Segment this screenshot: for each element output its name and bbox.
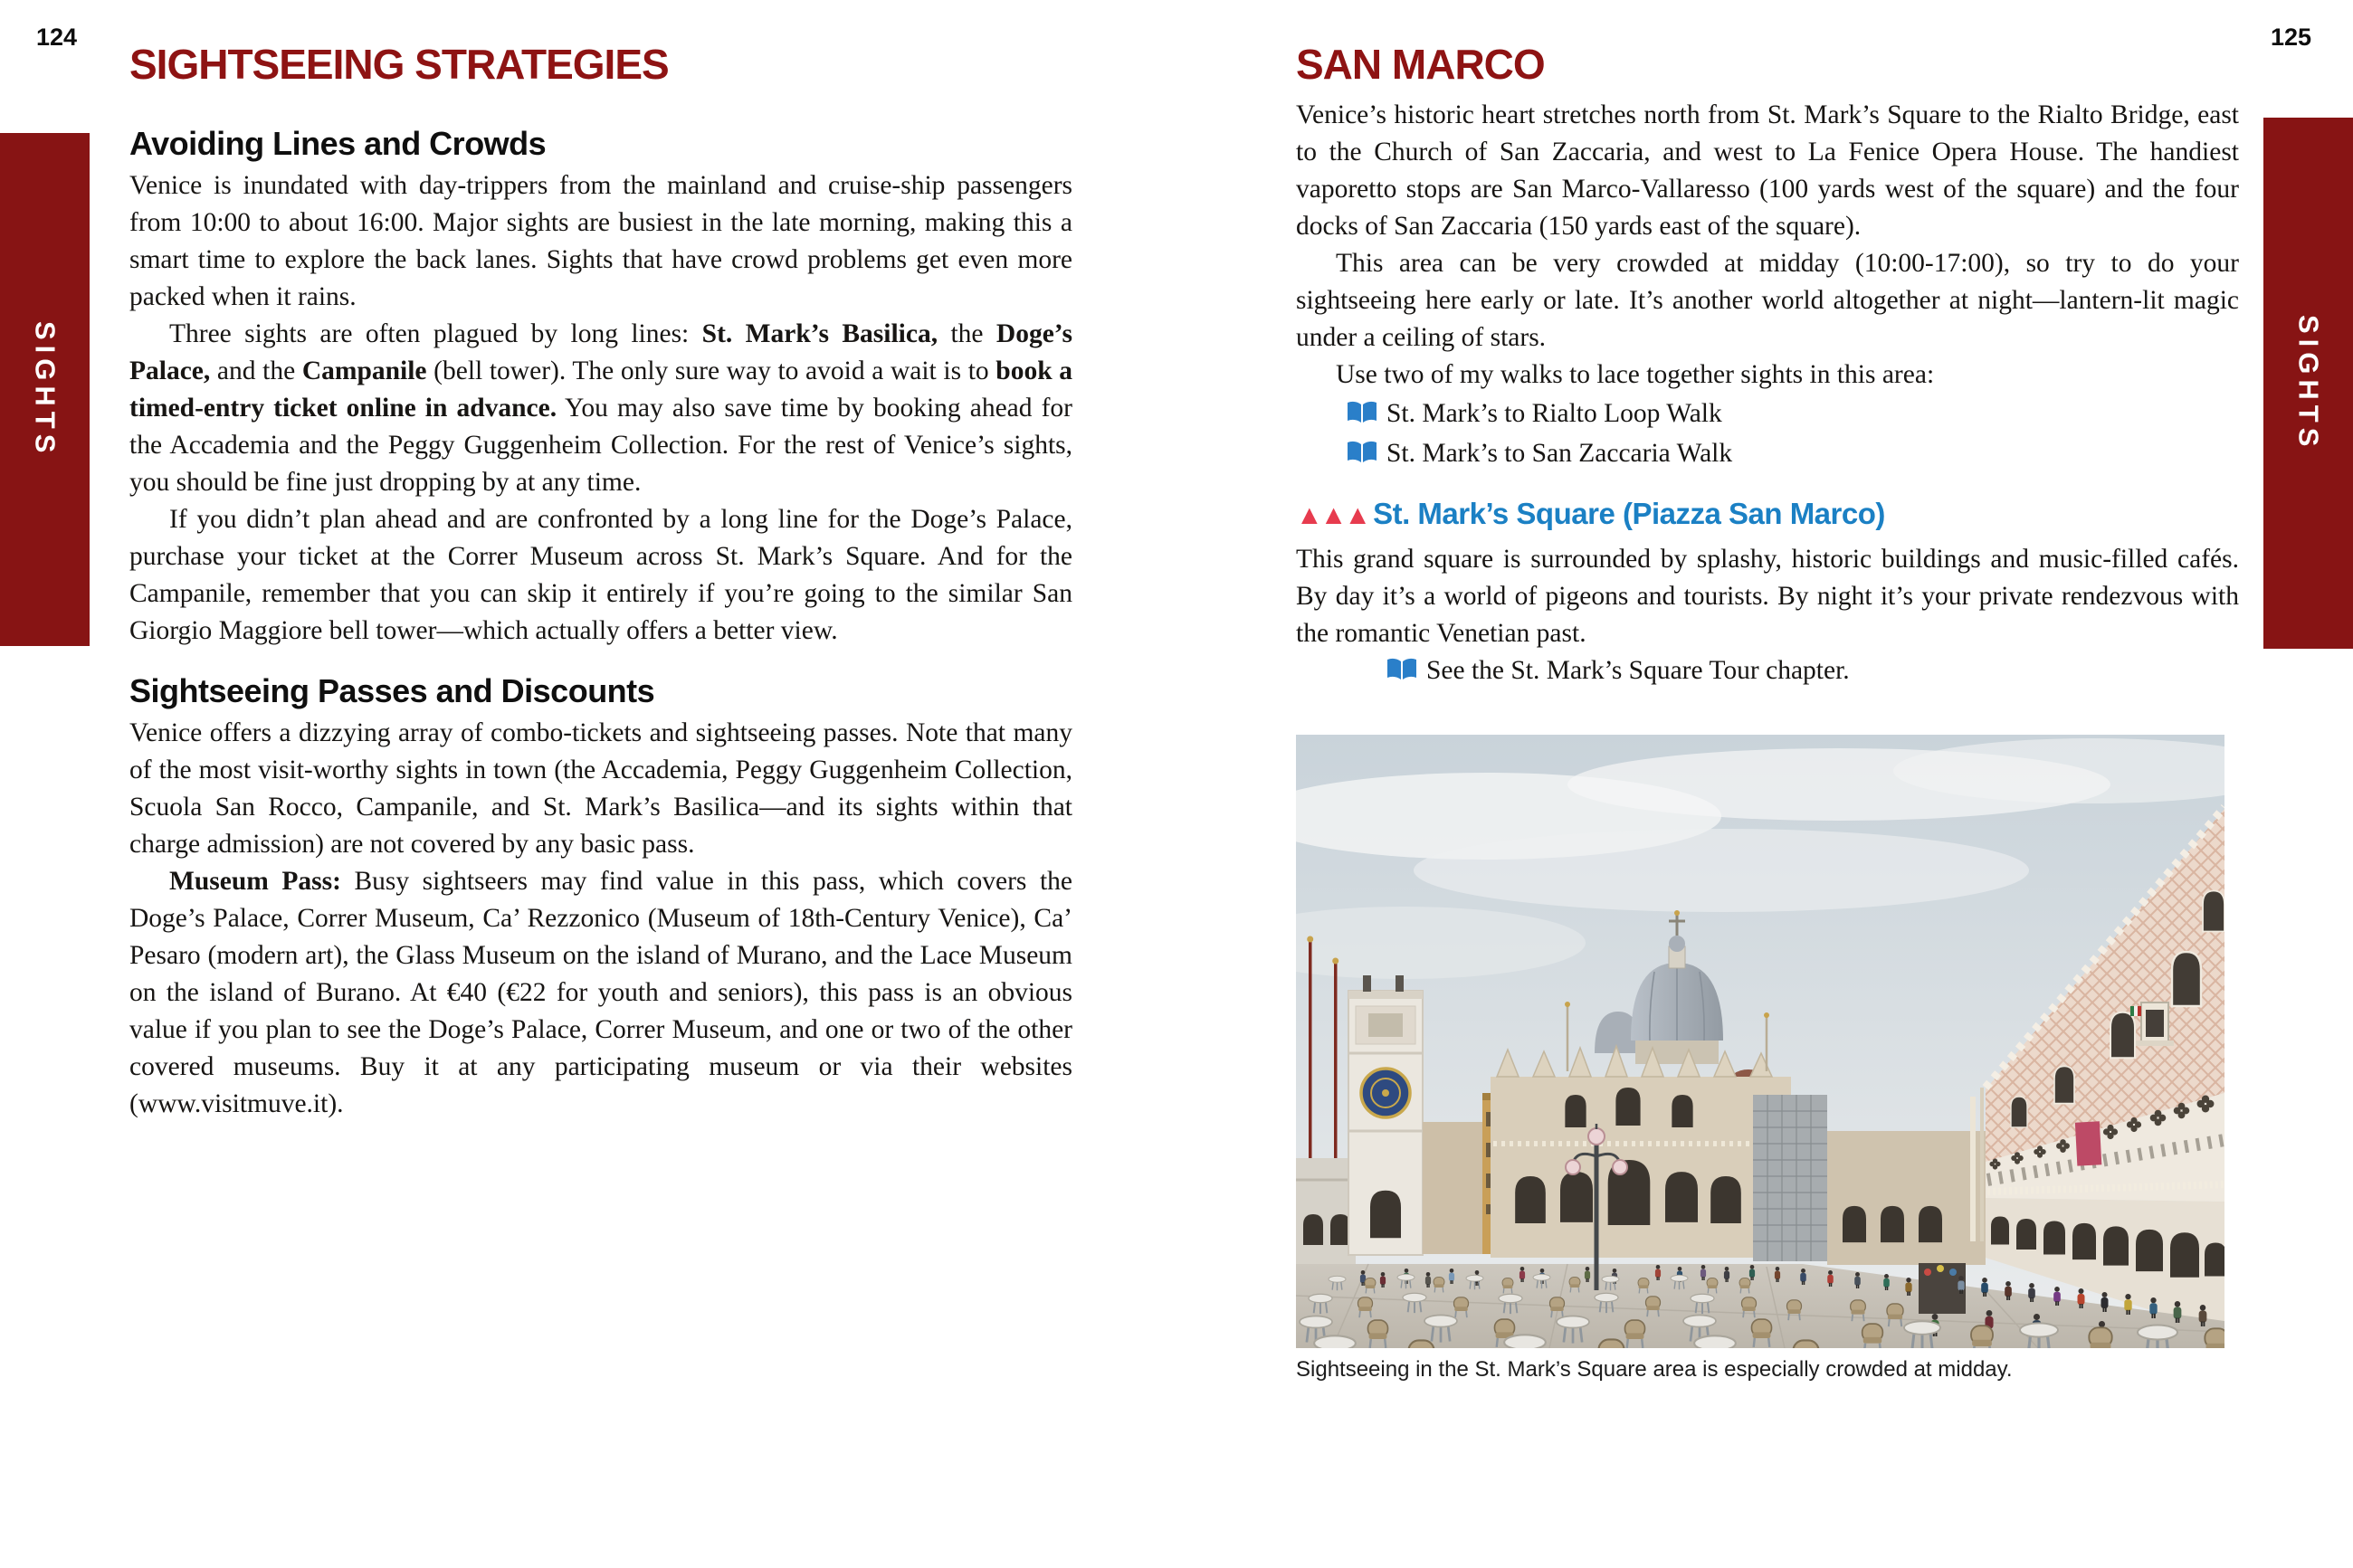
text-run: You may also save time by booking ahead for the Accademia and the Peggy Guggenheim Collection. For the rest of Venice’s sights, you should be fine just dropping by at any time.	[129, 394, 1072, 497]
district-title: SAN MARCO	[1296, 41, 1545, 88]
walk-item	[1296, 433, 2239, 473]
paragraph: Venice offers a dizzying array of combo-tickets and sightseeing passes. Note that many of the most visit-worthy sights in town (the Accademia, Peggy Guggenheim Collection, Scuola San Rocco, Campanile, and St. Mark’s Basilica—and its sights within that charge admission) are not covered by any basic pass.	[129, 718, 1072, 859]
paragraph: This grand square is surrounded by splashy, historic buildings and music-filled cafés. By day it’s a world of pigeons and tourists. By night it’s your private rendezvous with the romantic Venetian past.	[1296, 545, 2239, 648]
page-number-left: 124	[36, 24, 78, 51]
open-book-icon	[1386, 658, 1417, 681]
rating-triangles: ▲▲▲	[1296, 500, 1369, 530]
text-run-bold: Museum Pass:	[169, 867, 341, 896]
text-run-bold: Doge’s Palace,	[129, 319, 1073, 385]
left-page-column	[129, 41, 1072, 1123]
text-run: Three sights are often plagued by long lines:	[169, 319, 702, 348]
see-also-label: See the St. Mark’s Square Tour chapter.	[1426, 656, 1850, 685]
open-book-icon	[1347, 401, 1377, 424]
text-run: (bell tower). The only sure way to avoid a wait is to	[426, 356, 996, 385]
open-book-icon	[1347, 441, 1377, 464]
see-also-line	[1296, 652, 2239, 689]
margin-tab-sights-right	[2263, 118, 2353, 649]
right-page-column	[1296, 41, 2239, 1404]
walks-intro: Use two of my walks to lace together sights in this area:	[1336, 360, 1935, 389]
text-run-bold: St. Mark’s Basilica,	[701, 319, 938, 348]
paragraph	[129, 316, 1072, 501]
text-run-bold: Campanile	[301, 356, 427, 385]
chapter-title: SIGHTSEEING STRATEGIES	[129, 41, 669, 88]
paragraph: Venice’s historic heart stretches north from St. Mark’s Square to the Rialto Bridge, east to the Church of San Zaccaria, and west to La Fenice Opera House. The handiest vaporetto stops are San Marco-Vallaresso (100 yards west of the square) and the four docks of San Zaccaria (150 yards east of the square).	[1296, 100, 2239, 241]
margin-tab-sights-left	[0, 133, 90, 646]
section-heading-avoiding-lines: Avoiding Lines and Crowds	[129, 125, 547, 162]
text-run: the	[938, 319, 996, 348]
margin-tab-label: SIGHTS	[2292, 314, 2325, 452]
text-run-bold: book a timed-entry ticket online in advance.	[129, 356, 1072, 423]
section-heading-passes: Sightseeing Passes and Discounts	[129, 672, 655, 709]
text-run: Busy sightseers may find value in this pass, which covers the Doge’s Palace, Correr Museum, Ca’ Rezzonico (Museum of 18th-Century Venice), Ca’ Pesaro (modern art), the Glass Museum on the island of Murano, and the Lace Museum on the island of Burano. At €40 (€22 for youth and seniors), this pass is an obvious value if you plan to see the Doge’s Palace, Correr Museum, and one or two of the other covered museums. Buy it at any participating museum or via their websites (www.visitmuve.it).	[129, 867, 1072, 1118]
sight-listing-heading	[1296, 497, 2239, 539]
text-run: and the	[210, 356, 302, 385]
walk-item-label: St. Mark’s to San Zaccaria Walk	[1386, 439, 1733, 468]
walk-item-label: St. Mark’s to Rialto Loop Walk	[1386, 399, 1722, 428]
sight-name: St. Mark’s Square (Piazza San Marco)	[1373, 497, 1885, 530]
paragraph: If you didn’t plan ahead and are confronted by a long line for the Doge’s Palace, purchase your ticket at the Correr Museum across St. Mark’s Square. And for the Campanile, remember that you can skip it entirely if you’re going to the similar San Giorgio Maggiore bell tower—which actually offers a better view.	[129, 505, 1072, 645]
photo-st-marks-square	[1296, 735, 2224, 1348]
paragraph: This area can be very crowded at midday (10:00-17:00), so try to do your sightseeing here early or late. It’s another world altogether at night—lantern-lit magic under a ceiling of stars.	[1296, 249, 2239, 352]
walk-item	[1296, 394, 2239, 433]
paragraph: Venice is inundated with day-trippers from the mainland and cruise-ship passengers from 10:00 to about 16:00. Major sights are busiest in the late morning, making this a smart time to explore the back lanes. Sights that have crowd problems get even more packed when it rains.	[129, 171, 1072, 311]
margin-tab-label: SIGHTS	[29, 320, 62, 459]
photo-caption: Sightseeing in the St. Mark’s Square area is especially crowded at midday.	[1296, 1357, 2013, 1382]
page-number-right: 125	[2270, 24, 2311, 51]
paragraph	[129, 863, 1072, 1123]
